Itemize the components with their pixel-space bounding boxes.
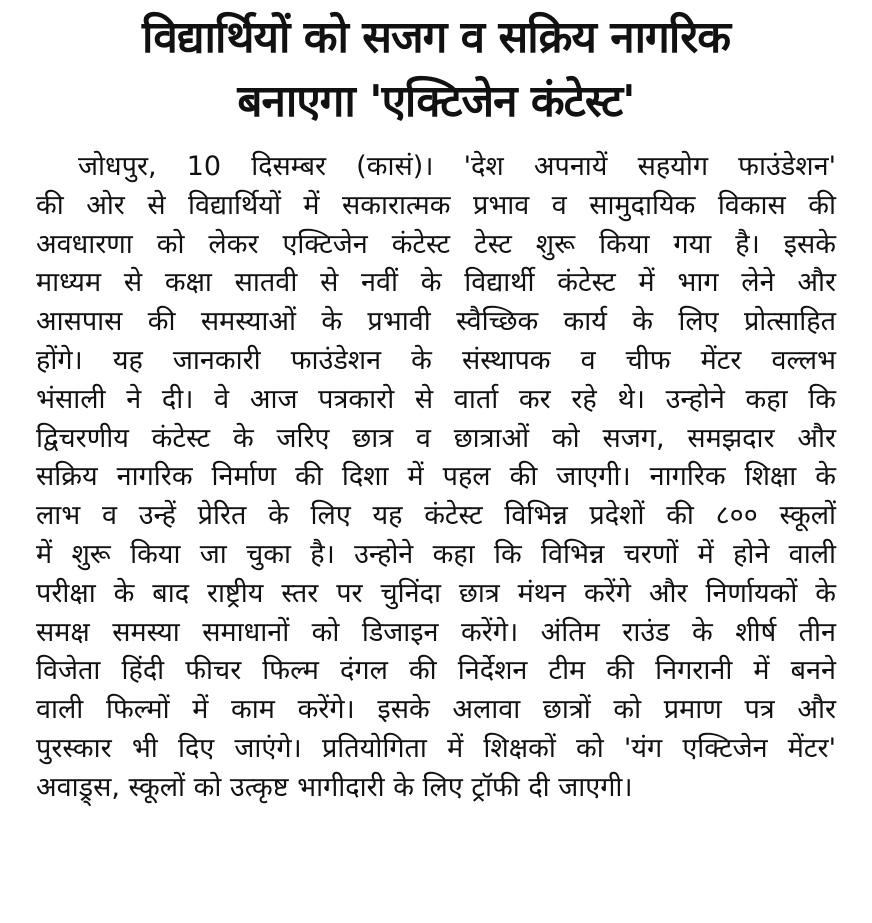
body-line: परीक्षा के बाद राष्ट्रीय स्तर पर चुनिंदा छात्र मंथन करेंगे और निर्णायकों के bbox=[36, 577, 836, 609]
body-line: आसपास की समस्याओं के प्रभावी स्वैच्छिक कार्य के लिए प्रोत्साहित bbox=[36, 306, 836, 338]
body-line: अवाड्र्स, स्कूलों को उत्कृष्ट भागीदारी के लिए ट्रॉफी दी जाएगी। bbox=[36, 771, 633, 803]
body-line: में शुरू किया जा चुका है। उन्होने कहा कि विभिन्न चरणों में होने वाली bbox=[36, 538, 836, 570]
body-line: समक्ष समस्या समाधानों को डिजाइन करेंगे। अंतिम राउंड के शीर्ष तीन bbox=[36, 616, 836, 648]
headline-line: विद्यार्थियों को सजग व सक्रिय नागरिक bbox=[141, 12, 731, 63]
body-line: जोधपुर, 10 दिसम्बर (कासं)। 'देश अपनायें सहयोग फाउंडेशन' bbox=[78, 151, 836, 182]
body-line: द्विचरणीय कंटेस्ट के जरिए छात्र व छात्राओं को सजग, समझदार और bbox=[36, 422, 836, 454]
body-line: पुरस्कार भी दिए जाएंगे। प्रतियोगिता में शिक्षकों को 'यंग एक्टिजेन मेंटर' bbox=[36, 732, 836, 764]
headline-line: बनाएगा 'एक्टिजेन कंटेस्ट' bbox=[237, 76, 635, 127]
body-line: होंगे। यह जानकारी फाउंडेशन के संस्थापक व चीफ मेंटर वल्लभ bbox=[36, 344, 836, 376]
body-line: माध्यम से कक्षा सातवी से नवीं के विद्यार्थी कंटेस्ट में भाग लेने और bbox=[36, 267, 836, 299]
article-headline bbox=[36, 6, 836, 134]
body-line: लाभ व उन्हें प्रेरित के लिए यह कंटेस्ट विभिन्न प्रदेशों की ८०० स्कूलों bbox=[36, 500, 836, 532]
body-line: विजेता हिंदी फीचर फिल्म दंगल की निर्देशन टीम की निगरानी में बनने bbox=[36, 655, 836, 687]
body-line: सक्रिय नागरिक निर्माण की दिशा में पहल की जाएगी। नागरिक शिक्षा के bbox=[36, 461, 836, 493]
body-line: की ओर से विद्यार्थियों में सकारात्मक प्रभाव व सामुदायिक विकास की bbox=[36, 189, 836, 221]
article-body bbox=[36, 148, 836, 808]
body-line: अवधारणा को लेकर एक्टिजेन कंटेस्ट टेस्ट शुरू किया गया है। इसके bbox=[36, 228, 836, 260]
body-line: भंसाली ने दी। वे आज पत्रकारो से वार्ता कर रहे थे। उन्होने कहा कि bbox=[36, 383, 836, 415]
body-line: वाली फिल्मों में काम करेंगे। इसके अलावा छात्रों को प्रमाण पत्र और bbox=[36, 694, 836, 726]
